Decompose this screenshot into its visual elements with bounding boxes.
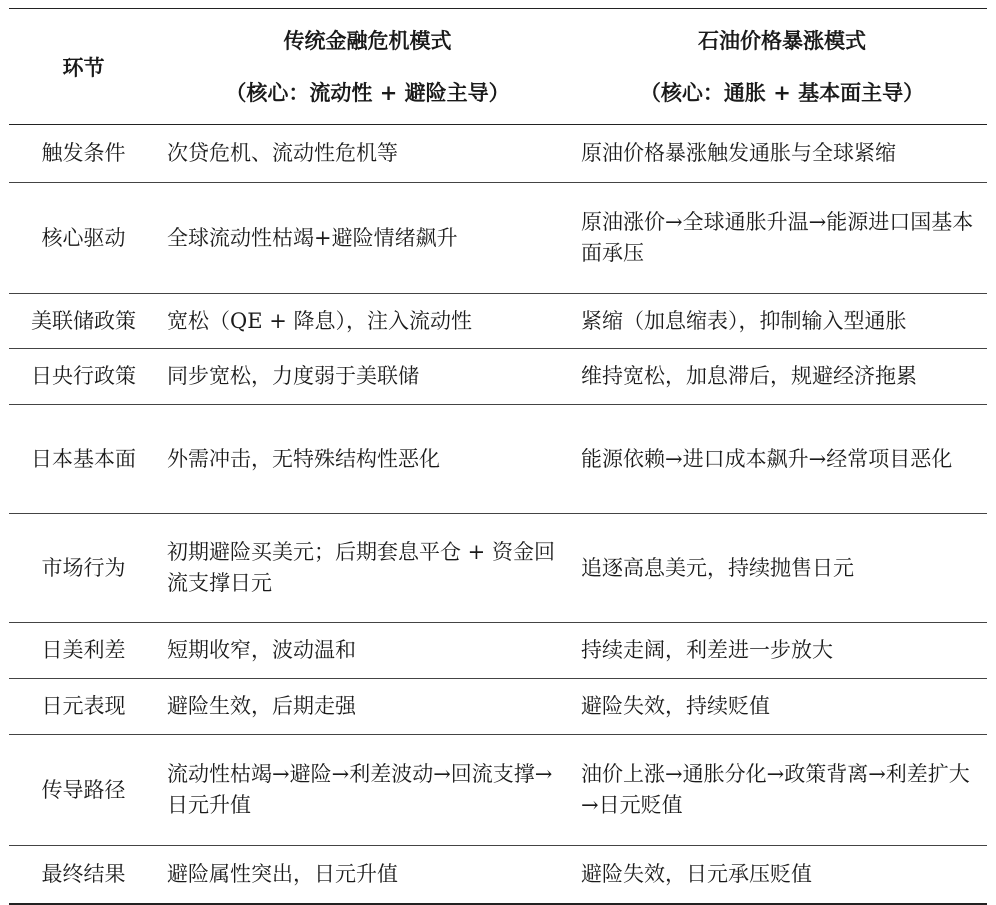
table-row — [9, 623, 987, 679]
row-oil: 避险失效，持续贬值 — [577, 679, 987, 735]
row-oil: 能源依赖→进口成本飙升→经常项目恶化 — [577, 405, 987, 514]
header-oil-subtitle: （核心：通胀 + 基本面主导） — [639, 79, 925, 105]
row-stage: 日央行政策 — [9, 349, 158, 405]
row-oil: 紧缩（加息缩表），抑制输入型通胀 — [577, 294, 987, 349]
row-financial: 避险属性突出，日元升值 — [158, 846, 577, 904]
row-stage: 日本基本面 — [9, 405, 158, 514]
header-financial-title: 传统金融危机模式 — [283, 27, 452, 53]
row-financial: 同步宽松，力度弱于美联储 — [158, 349, 577, 405]
table-row — [9, 679, 987, 735]
row-stage: 美联储政策 — [9, 294, 158, 349]
comparison-table — [9, 8, 987, 905]
table-row — [9, 735, 987, 846]
row-oil: 追逐高息美元，持续抛售日元 — [577, 514, 987, 623]
table-row — [9, 405, 987, 514]
row-oil: 原油价格暴涨触发通胀与全球紧缩 — [577, 125, 987, 183]
row-stage: 触发条件 — [9, 125, 158, 183]
row-stage: 核心驱动 — [9, 183, 158, 294]
row-financial: 外需冲击，无特殊结构性恶化 — [158, 405, 577, 514]
header-financial-crisis — [158, 9, 577, 125]
row-financial: 次贷危机、流动性危机等 — [158, 125, 577, 183]
table-row — [9, 846, 987, 904]
row-financial: 全球流动性枯竭+避险情绪飙升 — [158, 183, 577, 294]
table-row — [9, 514, 987, 623]
table-body — [9, 125, 987, 904]
row-financial: 流动性枯竭→避险→利差波动→回流支撑→日元升值 — [158, 735, 577, 846]
row-oil: 油价上涨→通胀分化→政策背离→利差扩大→日元贬值 — [577, 735, 987, 846]
header-oil-surge — [577, 9, 987, 125]
row-financial: 初期避险买美元；后期套息平仓 + 资金回流支撑日元 — [158, 514, 577, 623]
row-oil: 原油涨价→全球通胀升温→能源进口国基本面承压 — [577, 183, 987, 294]
row-oil: 避险失效，日元承压贬值 — [577, 846, 987, 904]
row-financial: 宽松（QE + 降息），注入流动性 — [158, 294, 577, 349]
row-stage: 日美利差 — [9, 623, 158, 679]
row-oil: 维持宽松，加息滞后，规避经济拖累 — [577, 349, 987, 405]
table-header — [9, 9, 987, 125]
table-row — [9, 125, 987, 183]
row-financial: 短期收窄，波动温和 — [158, 623, 577, 679]
header-oil-title: 石油价格暴涨模式 — [698, 27, 866, 53]
row-financial: 避险生效，后期走强 — [158, 679, 577, 735]
row-stage: 最终结果 — [9, 846, 158, 904]
header-stage: 环节 — [62, 54, 105, 80]
row-stage: 市场行为 — [9, 514, 158, 623]
row-stage: 日元表现 — [9, 679, 158, 735]
table-row — [9, 349, 987, 405]
row-stage: 传导路径 — [9, 735, 158, 846]
table-row — [9, 183, 987, 294]
header-financial-subtitle: （核心：流动性 + 避险主导） — [225, 79, 510, 105]
row-oil: 持续走阔，利差进一步放大 — [577, 623, 987, 679]
table-row — [9, 294, 987, 349]
